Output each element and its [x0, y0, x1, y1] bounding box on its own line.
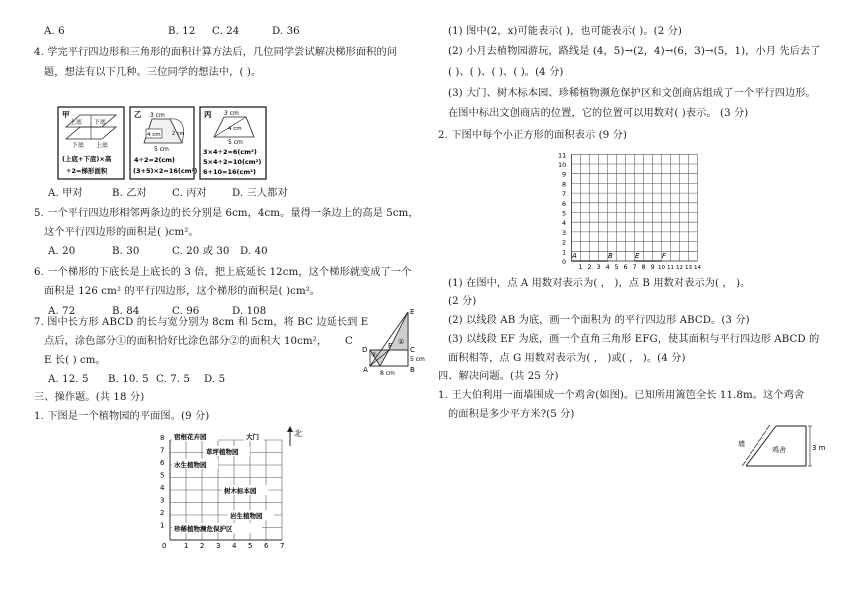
q7-label-b: B: [410, 366, 415, 374]
q7-label-c: C: [410, 346, 415, 354]
q7-line1: 7. 图中长方形 ABCD 的长与宽分别为 8cm 和 5cm，将 BC 边延长到 E: [34, 317, 369, 328]
garden-x-4: 4: [232, 542, 237, 550]
q7-option-a: A. 12. 5: [48, 374, 89, 385]
sol1-line1: 1. 王大伯利用一面墙围成一个鸡舍(如图)。已知所用篱笆全长 11.8m。这个鸡舍: [438, 390, 805, 401]
garden-x-6: 6: [264, 542, 269, 550]
q6-option-a: A. 72: [48, 306, 76, 317]
grid-point-e: E: [635, 252, 640, 260]
q7-region-1: ①: [398, 338, 405, 346]
square-grid-y-label: 6: [562, 199, 567, 208]
grid-point-f: F: [662, 252, 667, 260]
square-grid-y-label: 9: [562, 170, 567, 179]
jia-line-c: 下底: [72, 142, 85, 149]
sol1-line2: 的面积是多少平方米?(5 分): [448, 409, 575, 420]
place-aquatic-garden: 水生植物园: [174, 461, 207, 469]
q4-option-b: B. 乙对: [112, 188, 147, 199]
square-grid-y-label: 4: [562, 219, 567, 228]
op2-title: 2. 下图中每个小正方形的面积表示 (9 分): [438, 130, 627, 141]
op1-q1: (1) 图中(2，x)可能表示( )，也可能表示( )。(2 分): [448, 26, 682, 37]
garden-y-3: 3: [160, 496, 165, 505]
bing-calc2: 5×4÷2=10(cm²): [203, 158, 262, 166]
q3-option-a: A. 6: [44, 26, 65, 37]
place-endangered-reserve: 珍稀植物濒危保护区: [174, 525, 233, 533]
yi-dim-bottom: 5 cm: [154, 146, 169, 153]
square-grid-x-label: 8: [641, 263, 646, 271]
square-grid-y-label: 2: [562, 238, 567, 247]
garden-y-1: 1: [160, 521, 165, 530]
square-grid-x-label: 7: [632, 263, 637, 271]
q7-length: 8 cm: [380, 370, 395, 377]
jia-formula2: ÷2=梯形面积: [66, 167, 108, 175]
q7-region-2: ②: [371, 351, 377, 359]
garden-origin: 0: [162, 542, 167, 550]
north-arrow-icon: [286, 426, 310, 448]
q4-option-a: A. 甲对: [48, 188, 83, 199]
garden-y-5: 5: [160, 471, 165, 480]
q4-line2: 题，想法有以下几种。三位同学的想法中，( )。: [44, 67, 262, 78]
op2-q3-line2: 面积相等，点 G 用数对表示为( ， )或( ， )。(4 分): [448, 353, 686, 364]
q7-option-d: D. 5: [204, 374, 226, 385]
bing-dim-h: 4 cm: [228, 126, 242, 132]
q5-line2: 这个平行四边形的面积是( )cm²。: [44, 227, 199, 238]
square-grid-x-label: 10: [658, 265, 665, 271]
garden-x-1: 1: [184, 542, 189, 550]
coop-wall-label: 墙: [738, 440, 745, 448]
garden-x-labels: [184, 542, 284, 550]
q6-line2: 面积是 126 cm² 的平行四边形，这个梯形的面积是( )cm²。: [44, 286, 321, 297]
square-grid-y-label: 3: [562, 228, 567, 237]
q5-option-c: C. 20 或 30: [172, 246, 230, 257]
op1-q2-line2: ( )、( )、( )、( )。(4 分): [448, 67, 564, 78]
square-grid-y-label: 1: [562, 248, 567, 257]
place-main-gate: 大门: [246, 433, 259, 441]
square-grid-x-label: 12: [676, 265, 683, 271]
garden-x-3: 3: [216, 542, 221, 550]
garden-x-5: 5: [248, 542, 253, 550]
square-grid-x-label: 5: [614, 263, 619, 271]
square-grid-x-label: 3: [596, 263, 601, 271]
grid-point-a: A: [572, 252, 577, 260]
q6-line1: 6. 一个梯形的下底长是上底长的 3 倍，把上底延长 12cm，这个梯形就变成了一个: [34, 267, 412, 278]
section-3-title: 三、操作题。(共 18 分): [34, 392, 145, 403]
q7-label-f: F: [388, 342, 393, 350]
q7-line3: E 长( ) cm。: [44, 355, 106, 366]
square-grid-x-label: 2: [587, 263, 592, 271]
square-grid-x-label: 9: [650, 263, 655, 271]
q6-option-b: B. 84: [112, 306, 140, 317]
q5-option-d: D. 40: [240, 246, 268, 257]
bing-calc1: 3×4÷2=6(cm²): [203, 148, 257, 156]
q6-option-c: C. 96: [172, 306, 200, 317]
square-grid-x-label: 11: [667, 265, 674, 271]
q7-option-c: C. 7. 5: [156, 374, 191, 385]
op1-q3-line2: 在图中标出文创商店的位置，它的位置可以用数对( )表示。 (3 分): [448, 108, 749, 119]
q7-c-label: C: [345, 336, 353, 347]
q7-label-a: A: [363, 366, 368, 374]
square-grid-y-label: 5: [562, 209, 567, 218]
garden-y-7: 7: [160, 446, 165, 455]
grid-point-b: B: [608, 252, 613, 260]
square-grid-x-label: 4: [605, 263, 610, 271]
bing-dim-bottom: 5 cm: [228, 139, 243, 146]
q7-width: 5 cm: [410, 356, 425, 363]
square-grid-y-label: 11: [558, 151, 567, 160]
square-grid-x-label: 14: [694, 265, 701, 271]
q4-figure: [58, 107, 268, 181]
q3-option-b: B. 12: [168, 26, 196, 37]
jia-line-a: 上底: [70, 119, 83, 126]
section-4-title: 四、解决问题。(共 25 分): [438, 371, 559, 382]
square-grid-x-label: 6: [623, 263, 628, 271]
q4-line1: 4. 学完平行四边形和三角形的面积计算方法后，几位同学尝试解决梯形面积的问: [34, 47, 398, 58]
jia-formula1: (上底+下底)×高: [62, 155, 112, 163]
op2-q1-line2: (2 分): [448, 296, 477, 307]
q7-label-d: D: [362, 346, 368, 354]
op1-q2-line1: (2) 小月去植物园游玩，路线是 (4，5)→(2，4)→(6，3)→(5，1)，小月 先后去了: [448, 46, 821, 57]
square-grid-x-label: 13: [685, 265, 692, 271]
yi-label: 乙: [134, 110, 142, 119]
op2-square-grid: [558, 144, 708, 272]
yi-dim-h: 4 cm: [147, 132, 161, 138]
q5-line1: 5. 一个平行四边形相邻两条边的长分别是 6cm，4cm。量得一条边上的高是 5cm，: [34, 208, 419, 219]
q7-option-b: B. 10. 5: [108, 374, 149, 385]
garden-y-6: 6: [160, 459, 165, 467]
garden-x-2: 2: [200, 542, 205, 550]
bing-label: 丙: [204, 110, 212, 119]
place-rock-garden: 岩生植物园: [230, 512, 263, 520]
square-grid-y-label: 10: [558, 161, 567, 169]
op2-q2: (2) 以线段 AB 为底，画一个面积为 的平行四边形 ABCD。(3 分): [448, 315, 750, 326]
op1-q3-line1: (3) 大门、树木标本园、珍稀植物濒危保护区和文创商店组成了一个平行四边形。: [448, 88, 816, 99]
north-label: 北: [294, 429, 302, 438]
jia-line-b: 下底: [94, 119, 107, 126]
yi-calc2: (3+5)×2=16(cm²): [133, 167, 198, 175]
q5-option-b: B. 30: [112, 246, 140, 257]
garden-y-2: 2: [160, 509, 165, 517]
yi-calc1: 4÷2=2(cm): [134, 156, 176, 164]
q7-label-e: E: [410, 308, 415, 316]
square-grid-y-label: 7: [562, 190, 567, 199]
q4-option-c: C. 丙对: [172, 188, 207, 199]
jia-label: 甲: [62, 110, 70, 119]
garden-y-4: 4: [160, 484, 165, 492]
jia-line-d: 上底: [96, 142, 109, 149]
yi-dim-2: 2 cm: [172, 131, 185, 137]
place-tree-specimen-garden: 树木标本园: [224, 487, 257, 495]
square-grid-y-label: 0: [562, 258, 567, 266]
yi-dim-top: 3 cm: [150, 112, 165, 119]
bing-calc3: 6+10=16(cm²): [203, 168, 256, 176]
op2-q1-line1: (1) 在图中，点 A 用数对表示为( ， )，点 B 用数对表示为( ， )。: [448, 278, 751, 289]
q7-figure: [362, 308, 432, 380]
square-grid-y-label: 8: [562, 180, 567, 189]
square-grid-x-label: 1: [578, 263, 583, 271]
garden-y-labels: [160, 434, 166, 550]
place-perennial-garden: 宿根花卉园: [174, 433, 207, 441]
coop-height-label: 3 m: [812, 444, 826, 452]
q6-option-d: D. 108: [232, 306, 267, 317]
q4-option-d: D. 三人都对: [232, 188, 288, 199]
garden-x-7: 7: [280, 542, 285, 550]
chicken-coop-figure: [740, 422, 826, 474]
q3-option-c: C. 24: [212, 26, 240, 37]
bing-dim-top: 3 cm: [224, 110, 239, 117]
q5-option-a: A. 20: [48, 246, 76, 257]
q3-option-d: D. 36: [272, 26, 300, 37]
garden-y-8: 8: [160, 434, 165, 442]
q7-line2: 点后，涂色部分①的面积恰好比涂色部分②的面积大 10cm²，: [44, 336, 328, 347]
op2-q3-line1: (3) 以线段 EF 为底，画一个直角三角形 EFG，使其面积与平行四边形 ABCD 的: [448, 334, 820, 345]
coop-label: 鸡舍: [772, 446, 786, 454]
place-lawn-garden: 草坪植物园: [206, 448, 239, 456]
op1-title: 1. 下图是一个植物园的平面图。(9 分): [34, 411, 210, 422]
